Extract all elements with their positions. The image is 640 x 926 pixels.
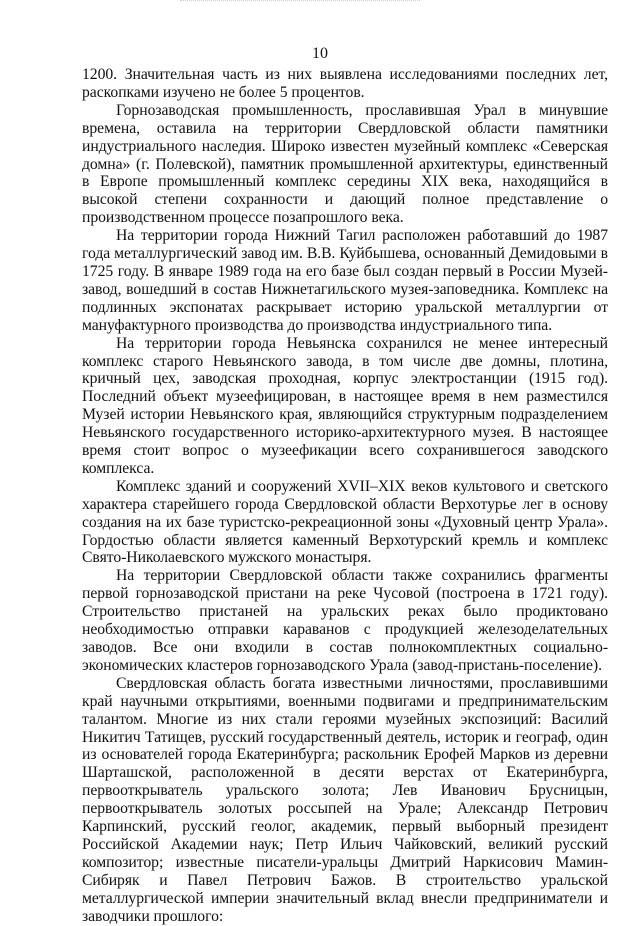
paragraph-2: Горнозаводская промышленность, прославившая Урал в минувшие времена, оставила на территории Свердловской области памятники индустриального наследия. Широко известен музейный комплекс «Северская домна» (г. Полевской), памятник промышленной архитектуры, единственный в Европе промышленный комплекс середины XIX века, находящийся в высокой степени сохранности и дающий полное представление о производственном процессе позапрошлого века. — [82, 101, 608, 227]
paragraph-1: 1200. Значительная часть из них выявлена исследованиями последних лет, раскопками изучено не более 5 процентов. — [82, 66, 608, 101]
scan-artifact — [180, 0, 420, 5]
paragraph-3: На территории города Нижний Тагил расположен работавший до 1987 года металлургический завод им. В.В. Куйбышева, основанный Демидовыми в 1725 году. В январе 1989 года на его базе был создан первый в России Музей-завод, вошедший в состав Нижнетагильского музея-заповедника. Комплекс на подлинных экспонатах раскрывает историю уральской металлургии от мануфактурного производства до производства индустриального типа. — [82, 227, 608, 334]
paragraph-6: На территории Свердловской области также сохранились фрагменты первой горнозаводской пристани на реке Чусовой (построена в 1721 году). Строительство пристаней на уральских реках было продиктовано необходимостью отправки караванов с продукцией железоделательных заводов. Все они входили в состав полнокомплектных социально-экономических кластеров горнозаводского Урала (завод-пристань-поселение). — [82, 567, 608, 674]
document-body — [82, 66, 608, 926]
paragraph-7: Свердловская область богата известными личностями, прославившими край научными открытиями, военными подвигами и предпринимательским талантом. Многие из них стали героями музейных экспозиций: Василий Никитич Татищев, русский государственный деятель, историк и географ, один из основателей города Екатеринбурга; раскольник Ерофей Марков из деревни Шарташской, расположенной в десяти верстах от Екатеринбурга, первооткрыватель уральского золота; Лев Иванович Брусницын, первооткрыватель золотых россыпей на Урале; Александр Петрович Карпинский, русский геолог, академик, первый выборный президент Российской Академии наук; Петр Ильич Чайковский, великий русский композитор; известные писатели-уральцы Дмитрий Наркисович Мамин-Сибиряк и Павел Петрович Бажов. В строительство уральской металлургической империи значительный вклад внесли предприниматели и заводчики прошлого: — [82, 674, 608, 925]
page-number: 10 — [312, 45, 328, 62]
paragraph-5: Комплекс зданий и сооружений XVII–XIX веков культового и светского характера старейшего города Свердловской области Верхотурье лег в основу создания на их базе туристско-рекреационной зоны «Духовный центр Урала». Гордостью области является каменный Верхотурский кремль и комплекс Свято-Николаевского мужского монастыря. — [82, 477, 608, 567]
paragraph-4: На территории города Невьянска сохранился не менее интересный комплекс старого Невьянского завода, в том числе две домны, плотина, кричный цех, заводская проходная, корпус электростанции (1915 год). Последний объект музеефицирован, в настоящее время в нем разместился Музей истории Невьянского края, являющийся структурным подразделением Невьянского государственного историко-архитектурного музея. В настоящее время стоит вопрос о музеефикации всего сохранившегося заводского комплекса. — [82, 334, 608, 477]
